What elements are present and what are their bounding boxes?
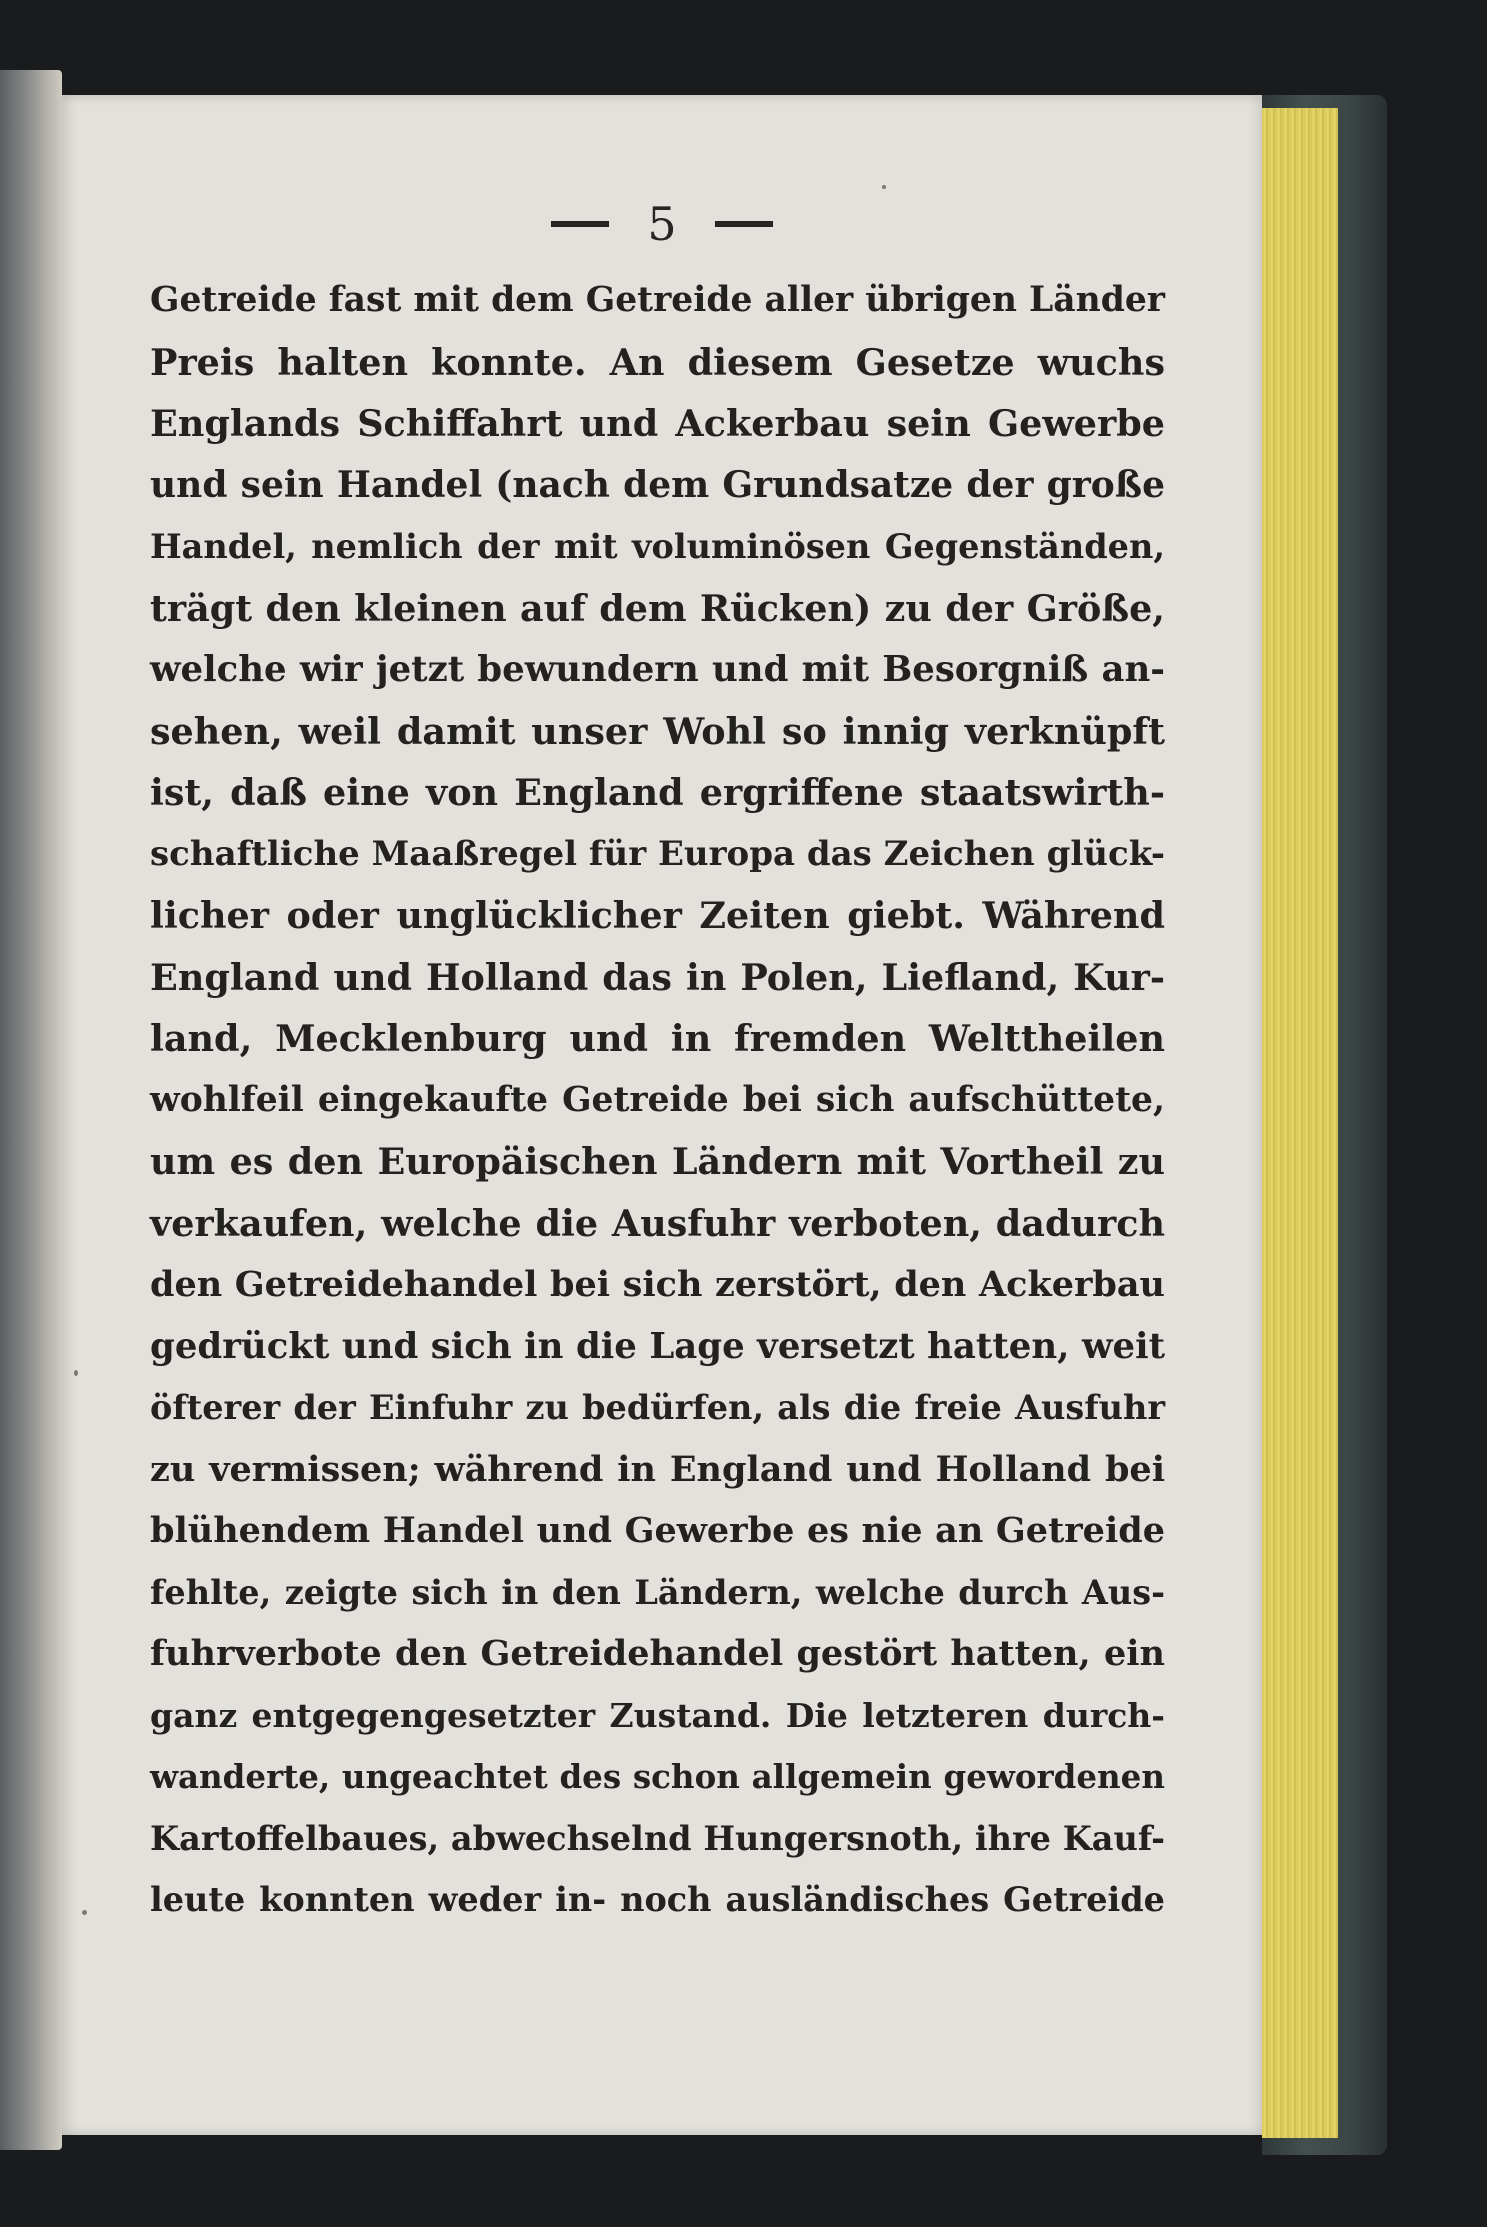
text-line: Preis halten konnte. An diesem Gesetze wuchs: [150, 340, 1165, 384]
text-line: wanderte, ungeachtet des schon allgemein gewordenen: [150, 1757, 1165, 1796]
body-text: [150, 270, 1165, 1931]
text-line: ganz entgegengesetzter Zustand. Die letzteren durch-: [150, 1695, 1165, 1735]
paper-speck: [882, 185, 886, 189]
text-line: licher oder unglücklicher Zeiten giebt. Während: [150, 894, 1165, 937]
text-line: verkaufen, welche die Ausfuhr verboten, dadurch: [150, 1201, 1165, 1245]
text-line: welche wir jetzt bewundern und mit Besorgniß an-: [150, 649, 1165, 690]
text-line: fuhrverbote den Getreidehandel gestört hatten, ein: [150, 1633, 1165, 1674]
page-number: 5: [647, 197, 677, 251]
text-line: den Getreidehandel bei sich zerstört, den Ackerbau: [150, 1264, 1165, 1305]
text-line: sehen, weil damit unser Wohl so innig verknüpft: [150, 709, 1165, 753]
text-line: land, Mecklenburg und in fremden Welttheilen: [150, 1017, 1165, 1060]
text-line: trägt den kleinen auf dem Rücken) zu der Größe,: [150, 586, 1165, 630]
text-line: öfterer der Einfuhr zu bedürfen, als die freie Ausfuhr: [150, 1388, 1165, 1427]
text-line: fehlte, zeigte sich in den Ländern, welche durch Aus-: [150, 1572, 1165, 1612]
paper-speck: [82, 1910, 87, 1915]
page-header: [62, 197, 1262, 251]
text-line: und sein Handel (nach dem Grundsatze der große: [150, 463, 1165, 506]
text-line: Kartoffelbaues, abwechselnd Hungersnoth, ihre Kauf-: [150, 1818, 1165, 1858]
text-line: blühendem Handel und Gewerbe es nie an Getreide: [150, 1510, 1165, 1551]
text-line: Handel, nemlich der mit voluminösen Gegenständen,: [150, 527, 1165, 566]
header-dash-left: [551, 221, 609, 227]
text-line: England und Holland das in Polen, Liefland, Kur-: [150, 955, 1165, 999]
text-line: wohlfeil eingekaufte Getreide bei sich aufschüttete,: [150, 1079, 1165, 1120]
text-line: zu vermissen; während in England und Holland bei: [150, 1448, 1165, 1490]
text-line: leute konnten weder in- noch ausländisches Getreide: [150, 1880, 1165, 1919]
header-dash-right: [715, 221, 773, 227]
text-line: schaftliche Maaßregel für Europa das Zeichen glück-: [150, 833, 1166, 874]
book-page: [62, 95, 1262, 2135]
paper-speck: [74, 1370, 78, 1376]
text-line: Getreide fast mit dem Getreide aller übrigen Länder: [150, 280, 1165, 320]
text-line: um es den Europäischen Ländern mit Vortheil zu: [150, 1140, 1165, 1183]
previous-page-edge: [0, 70, 62, 2150]
page-stack-edges: [1262, 108, 1338, 2138]
text-line: ist, daß eine von England ergriffene staatswirth-: [150, 771, 1165, 814]
text-line: gedrückt und sich in die Lage versetzt hatten, weit: [150, 1325, 1165, 1367]
text-line: Englands Schiffahrt und Ackerbau sein Gewerbe: [150, 402, 1165, 445]
